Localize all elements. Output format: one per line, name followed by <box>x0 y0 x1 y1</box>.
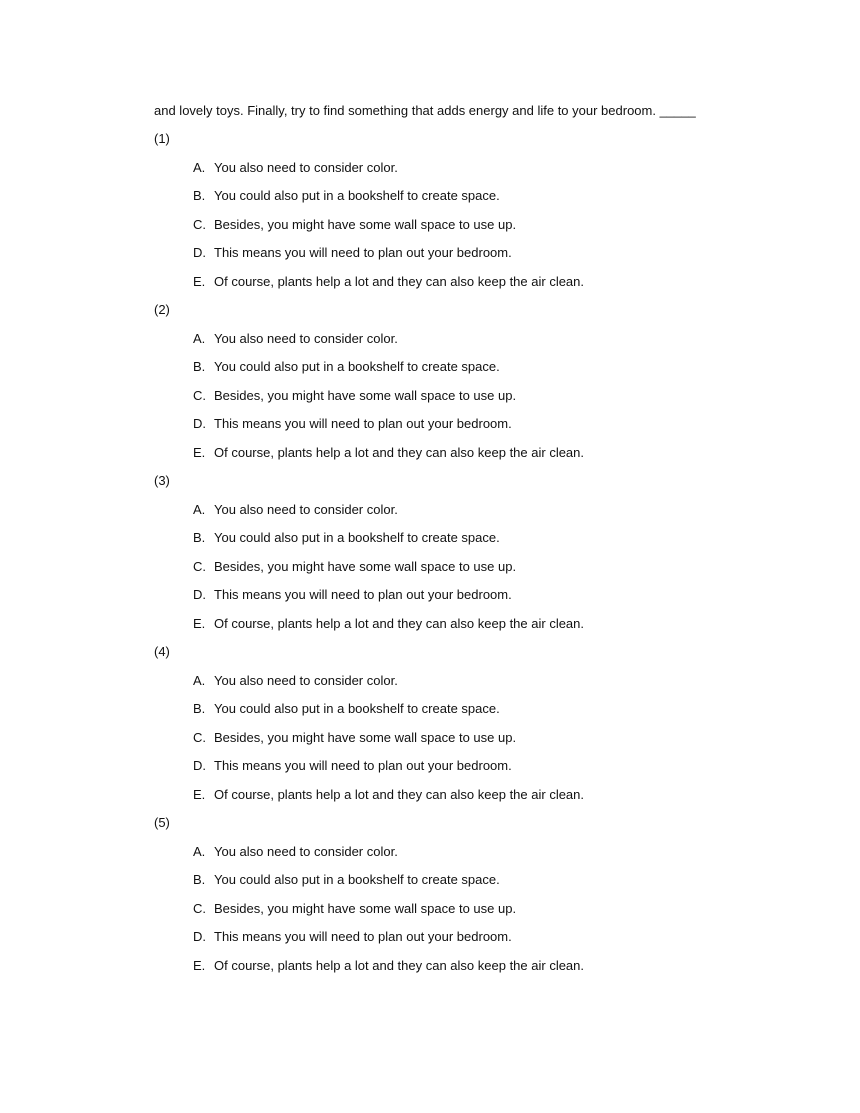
option-letter: D. <box>193 758 206 773</box>
question-block <box>154 642 774 813</box>
option-item <box>193 842 774 871</box>
option-item <box>193 414 774 443</box>
question-number: (2) <box>154 302 170 317</box>
option-text: Of course, plants help a lot and they can also keep the air clean. <box>214 444 585 460</box>
option-list <box>154 842 774 985</box>
option-list <box>154 329 774 472</box>
option-letter: A. <box>193 159 206 175</box>
option-text: Of course, plants help a lot and they can also keep the air clean. <box>214 786 585 802</box>
option-text: Besides, you might have some wall space to use up. <box>214 216 517 232</box>
option-letter: E. <box>193 786 206 802</box>
option-text: You also need to consider color. <box>214 672 398 688</box>
question-list <box>154 129 774 984</box>
option-text: Besides, you might have some wall space to use up. <box>214 729 517 745</box>
option-letter: C. <box>193 558 206 574</box>
option-letter: D. <box>193 245 206 260</box>
question-number: (5) <box>154 815 170 830</box>
option-letter: A. <box>193 843 206 859</box>
option-letter: A. <box>193 501 206 517</box>
option-item <box>193 671 774 700</box>
question-block <box>154 471 774 642</box>
option-letter: E. <box>193 273 206 289</box>
option-item <box>193 528 774 557</box>
option-item <box>193 728 774 757</box>
option-text: This means you will need to plan out your bedroom. <box>214 758 512 773</box>
option-item <box>193 956 774 985</box>
option-list <box>154 500 774 643</box>
option-text: You could also put in a bookshelf to create space. <box>214 359 500 374</box>
option-text: You also need to consider color. <box>214 159 398 175</box>
option-item <box>193 870 774 899</box>
question-block <box>154 129 774 300</box>
option-letter: B. <box>193 701 206 716</box>
option-letter: D. <box>193 587 206 602</box>
option-item <box>193 699 774 728</box>
option-letter: C. <box>193 387 206 403</box>
option-item <box>193 272 774 301</box>
option-letter: B. <box>193 530 206 545</box>
option-letter: C. <box>193 729 206 745</box>
option-text: Besides, you might have some wall space to use up. <box>214 900 517 916</box>
option-item <box>193 158 774 187</box>
option-text: This means you will need to plan out your bedroom. <box>214 416 512 431</box>
option-text: You could also put in a bookshelf to create space. <box>214 188 500 203</box>
option-letter: B. <box>193 872 206 887</box>
option-item <box>193 585 774 614</box>
option-text: Besides, you might have some wall space to use up. <box>214 387 517 403</box>
option-letter: B. <box>193 359 206 374</box>
option-item <box>193 357 774 386</box>
option-letter: C. <box>193 216 206 232</box>
option-text: This means you will need to plan out your bedroom. <box>214 587 512 602</box>
option-item <box>193 785 774 814</box>
option-item <box>193 614 774 643</box>
option-letter: C. <box>193 900 206 916</box>
option-item <box>193 215 774 244</box>
question-block <box>154 813 774 984</box>
option-text: You could also put in a bookshelf to create space. <box>214 872 500 887</box>
question-block <box>154 300 774 471</box>
option-letter: A. <box>193 672 206 688</box>
option-text: Besides, you might have some wall space to use up. <box>214 558 517 574</box>
option-text: This means you will need to plan out your bedroom. <box>214 245 512 260</box>
option-item <box>193 243 774 272</box>
option-text: You also need to consider color. <box>214 843 398 859</box>
question-number: (4) <box>154 644 170 659</box>
option-text: Of course, plants help a lot and they can also keep the air clean. <box>214 957 585 973</box>
option-letter: D. <box>193 929 206 944</box>
option-list <box>154 158 774 301</box>
option-item <box>193 186 774 215</box>
option-item <box>193 329 774 358</box>
question-number: (1) <box>154 131 170 146</box>
intro-paragraph: and lovely toys. Finally, try to find something that adds energy and life to your bedroom. _____ <box>154 103 696 118</box>
question-number: (3) <box>154 473 170 488</box>
option-item <box>193 443 774 472</box>
option-letter: B. <box>193 188 206 203</box>
option-letter: E. <box>193 615 206 631</box>
option-letter: E. <box>193 957 206 973</box>
option-item <box>193 557 774 586</box>
option-text: You also need to consider color. <box>214 330 398 346</box>
option-item <box>193 386 774 415</box>
option-text: You could also put in a bookshelf to create space. <box>214 530 500 545</box>
option-list <box>154 671 774 814</box>
option-letter: A. <box>193 330 206 346</box>
option-item <box>193 500 774 529</box>
option-item <box>193 899 774 928</box>
option-item <box>193 927 774 956</box>
option-letter: D. <box>193 416 206 431</box>
option-item <box>193 756 774 785</box>
option-letter: E. <box>193 444 206 460</box>
option-text: You could also put in a bookshelf to create space. <box>214 701 500 716</box>
option-text: Of course, plants help a lot and they can also keep the air clean. <box>214 615 585 631</box>
option-text: Of course, plants help a lot and they can also keep the air clean. <box>214 273 585 289</box>
option-text: This means you will need to plan out your bedroom. <box>214 929 512 944</box>
option-text: You also need to consider color. <box>214 501 398 517</box>
